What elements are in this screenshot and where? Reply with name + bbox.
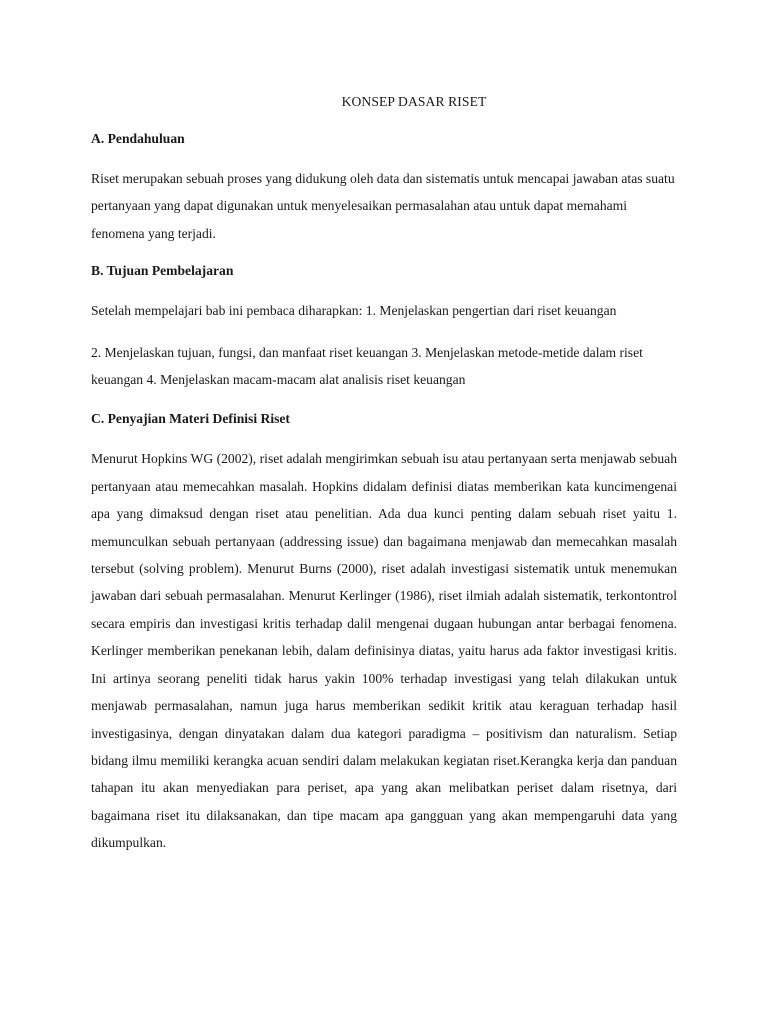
paragraph-tujuan-2: 2. Menjelaskan tujuan, fungsi, dan manfaat riset keuangan 3. Menjelaskan metode-metide dalam riset keuangan 4. Menjelaskan macam-macam alat analisis riset keuangan (91, 344, 643, 388)
section-heading-pendahuluan: A. Pendahuluan (91, 131, 185, 146)
section-heading-tujuan-pembelajaran: B. Tujuan Pembelajaran (91, 263, 234, 279)
paragraph-definisi-riset: Menurut Hopkins WG (2002), riset adalah mengirimkan sebuah isu atau pertanyaan serta menjawab sebuah pertanyaan atau memecahkan masalah. Hopkins didalam definisi diatas memberikan kata kuncimengenai apa yang dimaksud dengan riset atau penelitian. Ada dua kunci penting dalam sebuah riset yaitu 1. memunculkan sebuah pertanyaan (addressing issue) dan bagaimana menjawab dan memecahkan masalah tersebut (solving problem). Menurut Burns (2000), riset adalah investigasi sistematik untuk menemukan jawaban dari sebuah permasalahan. Menurut Kerlinger (1986), riset ilmiah adalah sistematik, terkontontrol secara empiris dan investigasi kritis terhadap dalil mengenai dugaan hubungan antar berbagai fenomena. Kerlinger memberikan penekanan lebih, dalam definisinya diatas, yaitu harus ada faktor investigasi kritis. Ini artinya seorang peneliti tidak harus yakin 100% terhadap investigasi yang telah dilakukan untuk menjawab permasalahan, namun juga harus memberikan sedikit kritik atau keraguan terhadap hasil investigasinya, dengan dinyatakan dalam dua kategori paradigma – positivism dan naturalism. Setiap bidang ilmu memiliki kerangka acuan sendiri dalam melakukan kegiatan riset.Kerangka kerja dan panduan tahapan itu akan menyediakan para periset, apa yang akan melibatkan periset dalam risetnya, dari bagaimana riset itu dilaksanakan, dan tipe macam apa gangguan yang akan mempengaruhi data yang dikumpulkan. (91, 451, 677, 851)
paragraph-tujuan-1: Setelah mempelajari bab ini pembaca diharapkan: 1. Menjelaskan pengertian dari riset keuangan (91, 303, 617, 319)
document-body (91, 92, 677, 857)
section-heading-definisi-riset: C. Penyajian Materi Definisi Riset (91, 411, 290, 427)
paragraph-pendahuluan: Riset merupakan sebuah proses yang didukung oleh data dan sistematis untuk mencapai jawaban atas suatu pertanyaan yang dapat digunakan untuk menyelesaikan permasalahan atau untuk dapat memahami fenomena yang terjadi. (91, 171, 675, 241)
document-title: KONSEP DASAR RISET (341, 94, 487, 109)
